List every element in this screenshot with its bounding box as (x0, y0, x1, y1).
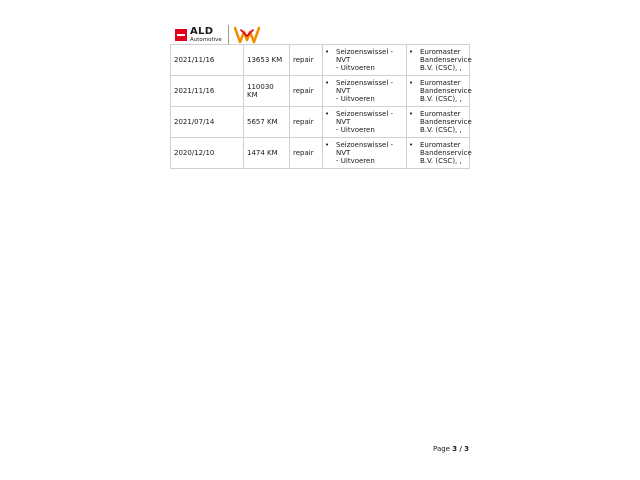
date-cell (171, 76, 244, 107)
job-line-1: Seizoenswissel - (336, 79, 394, 87)
type-text: repair (293, 56, 314, 64)
mileage-cell (244, 45, 290, 76)
job-item (336, 79, 403, 103)
supplier-line-3: B.V. (CSC), , (420, 64, 462, 72)
job-line-2: NVT (336, 149, 351, 157)
date-text: 2021/11/16 (174, 87, 215, 95)
type-cell (290, 107, 323, 138)
supplier-line-1: Euromaster (420, 110, 461, 118)
total-pages: 3 (464, 445, 469, 453)
job-line-1: Seizoenswissel - (336, 141, 394, 149)
job-cell (323, 76, 407, 107)
date-text: 2021/07/14 (174, 118, 215, 126)
date-cell (171, 138, 244, 169)
ald-logo-mark (175, 29, 187, 41)
supplier-line-2: Bandenservice (420, 56, 472, 64)
job-line-3: - Uitvoeren (336, 157, 375, 165)
job-line-3: - Uitvoeren (336, 95, 375, 103)
type-text: repair (293, 87, 314, 95)
page-separator: / (459, 445, 462, 453)
job-line-2: NVT (336, 87, 351, 95)
table-body (171, 45, 470, 169)
job-list (326, 110, 403, 134)
type-cell (290, 45, 323, 76)
supplier-item (420, 110, 472, 134)
job-line-2: NVT (336, 56, 351, 64)
date-text: 2021/11/16 (174, 56, 215, 64)
mileage-text: 110030 KM (247, 83, 274, 99)
partner-logo-icon (234, 26, 260, 44)
supplier-cell (407, 107, 470, 138)
supplier-line-2: Bandenservice (420, 118, 472, 126)
table-row (171, 45, 470, 76)
date-cell (171, 107, 244, 138)
table-row (171, 138, 470, 169)
type-text: repair (293, 149, 314, 157)
logo-divider (228, 25, 229, 45)
job-line-2: NVT (336, 118, 351, 126)
supplier-line-1: Euromaster (420, 141, 461, 149)
supplier-list (410, 110, 472, 134)
page-header (175, 24, 260, 46)
supplier-item (420, 79, 472, 103)
supplier-list (410, 79, 472, 103)
type-text: repair (293, 118, 314, 126)
supplier-list (410, 141, 472, 165)
supplier-line-2: Bandenservice (420, 87, 472, 95)
brand-sub: Automotive (190, 36, 222, 43)
job-list (326, 48, 403, 72)
mileage-cell (244, 107, 290, 138)
job-line-3: - Uitvoeren (336, 126, 375, 134)
supplier-line-1: Euromaster (420, 48, 461, 56)
job-cell (323, 107, 407, 138)
job-cell (323, 45, 407, 76)
mileage-cell (244, 76, 290, 107)
job-list (326, 79, 403, 103)
supplier-cell (407, 76, 470, 107)
mileage-text: 5657 KM (247, 118, 278, 126)
table-row (171, 76, 470, 107)
type-cell (290, 76, 323, 107)
supplier-line-2: Bandenservice (420, 149, 472, 157)
job-cell (323, 138, 407, 169)
page-label: Page (433, 445, 450, 453)
ald-automotive-logo (175, 27, 222, 44)
page-number (420, 445, 469, 453)
supplier-item (420, 48, 472, 72)
supplier-line-1: Euromaster (420, 79, 461, 87)
date-text: 2020/12/10 (174, 149, 215, 157)
supplier-list (410, 48, 472, 72)
ald-logo-text (190, 27, 222, 44)
job-list (326, 141, 403, 165)
brand-name: ALD (190, 25, 214, 37)
job-line-1: Seizoenswissel - (336, 48, 394, 56)
maintenance-history-table (170, 44, 470, 169)
job-line-3: - Uitvoeren (336, 64, 375, 72)
supplier-line-3: B.V. (CSC), , (420, 157, 462, 165)
date-cell (171, 45, 244, 76)
mileage-text: 1474 KM (247, 149, 278, 157)
job-item (336, 141, 403, 165)
mileage-text: 13653 KM (247, 56, 283, 64)
supplier-item (420, 141, 472, 165)
supplier-cell (407, 45, 470, 76)
job-item (336, 110, 403, 134)
supplier-line-3: B.V. (CSC), , (420, 95, 462, 103)
supplier-cell (407, 138, 470, 169)
job-line-1: Seizoenswissel - (336, 110, 394, 118)
supplier-line-3: B.V. (CSC), , (420, 126, 462, 134)
table-row (171, 107, 470, 138)
current-page: 3 (452, 445, 458, 453)
mileage-cell (244, 138, 290, 169)
type-cell (290, 138, 323, 169)
job-item (336, 48, 403, 72)
